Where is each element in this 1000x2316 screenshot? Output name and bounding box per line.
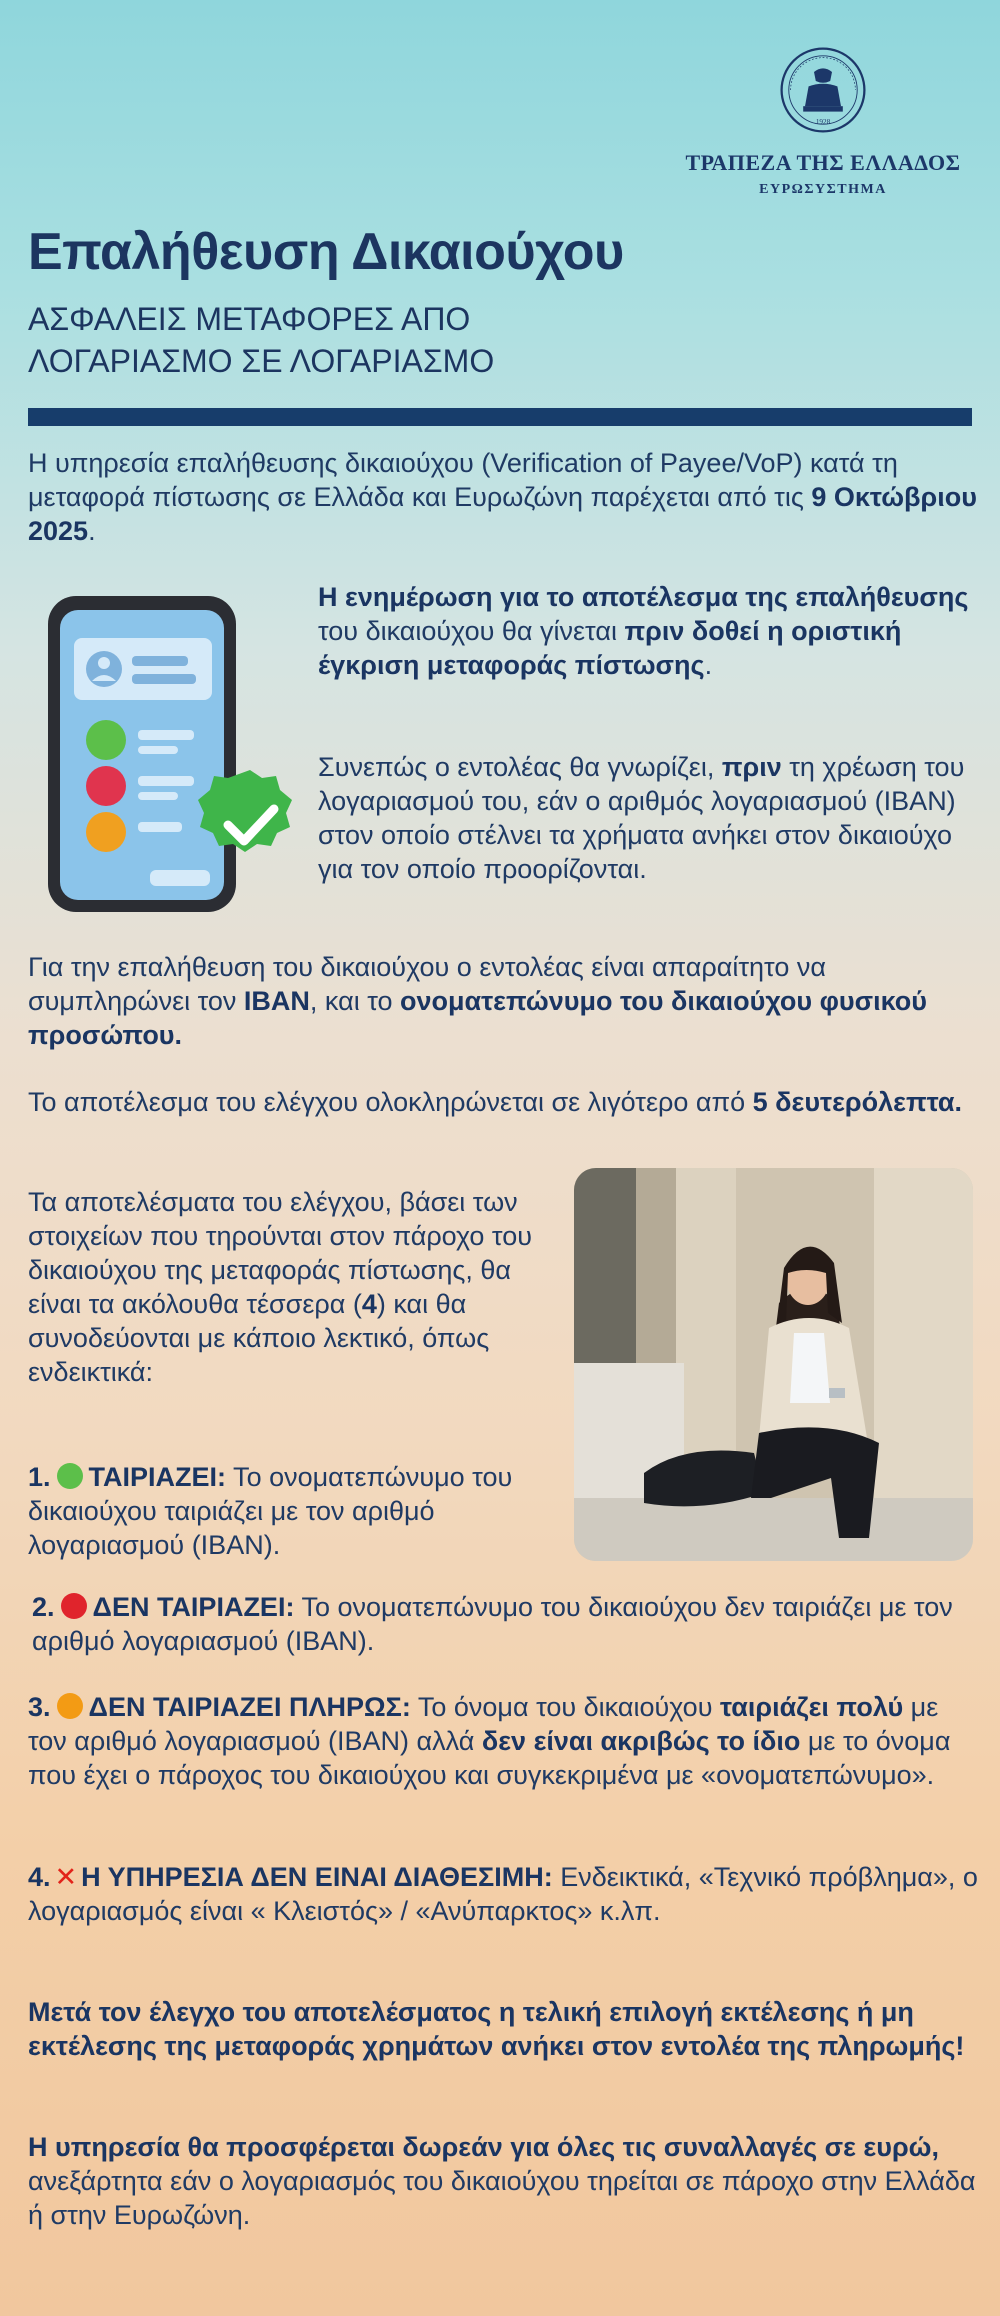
consequence-text-2: τη χρέωση του λογαριασμού του, εάν ο αριθμός λογαριασμού (IBAN) στον οποίο στέλνει τα χρήματα ανήκει στον δικαιούχο για τον οποίο προορίζονται. (318, 752, 965, 884)
page-subtitle (28, 298, 728, 382)
requirement-bold: ονοματεπώνυμο του δικαιούχου φυσικού προσώπου. (28, 986, 927, 1050)
results-intro-paragraph (28, 1185, 548, 1389)
result-3-bold-2: δεν είναι ακριβώς το ίδιο (481, 1726, 801, 1756)
result-2-text: Το ονοματεπώνυμο του δικαιούχου δεν ταιριάζει με τον αριθμό λογαριασμού (IBAN). (32, 1592, 953, 1656)
decision-paragraph (28, 1995, 983, 2063)
red-x-icon: ✕ (54, 1862, 78, 1892)
timing-bold: 5 δευτερόλεπτα. (752, 1087, 963, 1117)
result-4-number: 4. (28, 1862, 51, 1892)
result-3-text-2: με τον αριθμό λογαριασμού (IBAN) αλλά (28, 1692, 939, 1756)
result-4-label: Η ΥΠΗΡΕΣΙΑ ΔΕΝ ΕΙΝΑΙ ΔΙΑΘΕΣΙΜΗ: (81, 1862, 553, 1892)
bank-logo (678, 45, 968, 198)
timing-paragraph (28, 1085, 978, 1119)
requirement-paragraph (28, 950, 978, 1052)
result-item-match (28, 1460, 548, 1562)
subtitle-line-2: ΛΟΓΑΡΙΑΣΜΟ ΣΕ ΛΟΓΑΡΙΑΣΜΟ (28, 343, 495, 379)
notify-paragraph (318, 580, 978, 682)
notify-text-1: του δικαιούχου θα γίνεται (318, 616, 625, 646)
intro-paragraph (28, 446, 978, 548)
phone-check-illustration (40, 590, 310, 920)
woman-with-phone-photo (574, 1168, 973, 1561)
bank-name: ΤΡΑΠΕΖΑ ΤΗΣ ΕΛΛΑΔΟΣ (685, 150, 961, 175)
results-intro-text-1: Τα αποτελέσματα του ελέγχου, βάσει των στοιχείων που τηρούνται στον πάροχο του δικαιούχου της μεταφοράς πίστωσης, θα είναι τα ακόλουθα τέσσερα ( (28, 1187, 532, 1319)
result-2-label: ΔΕΝ ΤΑΙΡΙΑΖΕΙ: (92, 1592, 295, 1622)
title-divider (28, 408, 972, 426)
green-circle-icon (57, 1463, 83, 1489)
consequence-text-1: Συνεπώς ο εντολέας θα γνωρίζει, (318, 752, 722, 782)
intro-date: 9 Οκτώβριου 2025 (28, 482, 977, 546)
requirement-iban: IBAN (243, 986, 310, 1016)
results-count: 4 (361, 1289, 377, 1319)
bank-subtitle: ΕΥΡΩΣΥΣΤΗΜΑ (759, 182, 887, 197)
intro-end: . (88, 516, 96, 546)
free-text: ανεξάρτητα εάν ο λογαριασμός του δικαιούχου τηρείται σε πάροχο στην Ελλάδα ή στην Ευρωζώνη. (28, 2166, 976, 2230)
result-3-text-3: με το όνομα που έχει ο πάροχος του δικαιούχου και συγκεκριμένα με «ονοματεπώνυμο». (28, 1726, 951, 1790)
requirement-text-2: , και το (309, 986, 401, 1016)
page-title: Επαλήθευση Δικαιούχου (28, 223, 624, 281)
free-service-paragraph (28, 2130, 983, 2232)
result-2-number: 2. (32, 1592, 55, 1622)
red-circle-icon (61, 1593, 87, 1619)
result-1-text: Το ονοματεπώνυμο του δικαιούχου ταιριάζει με τον αριθμό λογαριασμού (IBAN). (28, 1462, 513, 1560)
result-1-label: ΤΑΙΡΙΑΖΕΙ: (88, 1462, 227, 1492)
requirement-text-1: Για την επαλήθευση του δικαιούχου ο εντολέας είναι απαραίτητο να συμπληρώνει τον (28, 952, 826, 1016)
result-item-unavailable (28, 1860, 978, 1928)
result-3-text-1: Το όνομα του δικαιούχου (410, 1692, 720, 1722)
bank-seal-icon (778, 45, 868, 135)
consequence-paragraph (318, 750, 978, 886)
intro-text: Η υπηρεσία επαλήθευσης δικαιούχου (Verification of Payee/VoP) κατά τη μεταφορά πίστωσης σε Ελλάδα και Ευρωζώνη παρέχεται από τις (28, 448, 898, 512)
orange-circle-icon (57, 1693, 83, 1719)
result-1-number: 1. (28, 1462, 51, 1492)
subtitle-line-1: ΑΣΦΑΛΕΙΣ ΜΕΤΑΦΟΡΕΣ ΑΠΟ (28, 301, 471, 337)
result-3-number: 3. (28, 1692, 51, 1722)
timing-text: Το αποτέλεσμα του ελέγχου ολοκληρώνεται σε λιγότερο από (28, 1087, 753, 1117)
results-intro-text-2: ) και θα συνοδεύονται με κάποιο λεκτικό, όπως ενδεικτικά: (28, 1289, 490, 1387)
notify-bold-1: Η ενημέρωση για το αποτέλεσμα της επαλήθευσης (318, 582, 969, 612)
consequence-bold: πριν (721, 752, 782, 782)
notify-bold-2: πριν δοθεί η οριστική έγκριση μεταφοράς πίστωσης (318, 616, 902, 680)
result-3-label: ΔΕΝ ΤΑΙΡΙΑΖΕΙ ΠΛΗΡΩΣ: (88, 1692, 411, 1722)
result-item-no-match (32, 1590, 982, 1658)
result-item-close-match (28, 1690, 978, 1792)
decision-text: Μετά τον έλεγχο του αποτελέσματος η τελική επιλογή εκτέλεσης ή μη εκτέλεσης της μεταφοράς χρημάτων ανήκει στον εντολέα της πληρωμής! (28, 1997, 965, 2061)
result-4-text: Ενδεικτικά, «Τεχνικό πρόβλημα», ο λογαριασμός είναι « Κλειστός» / «Ανύπαρκτος» κ.λπ. (28, 1862, 978, 1926)
result-3-bold-1: ταιριάζει πολύ (719, 1692, 904, 1722)
free-bold: Η υπηρεσία θα προσφέρεται δωρεάν για όλες τις συναλλαγές σε ευρώ, (28, 2132, 939, 2162)
seal-year: 1928 (815, 118, 831, 127)
notify-end: . (704, 650, 713, 680)
